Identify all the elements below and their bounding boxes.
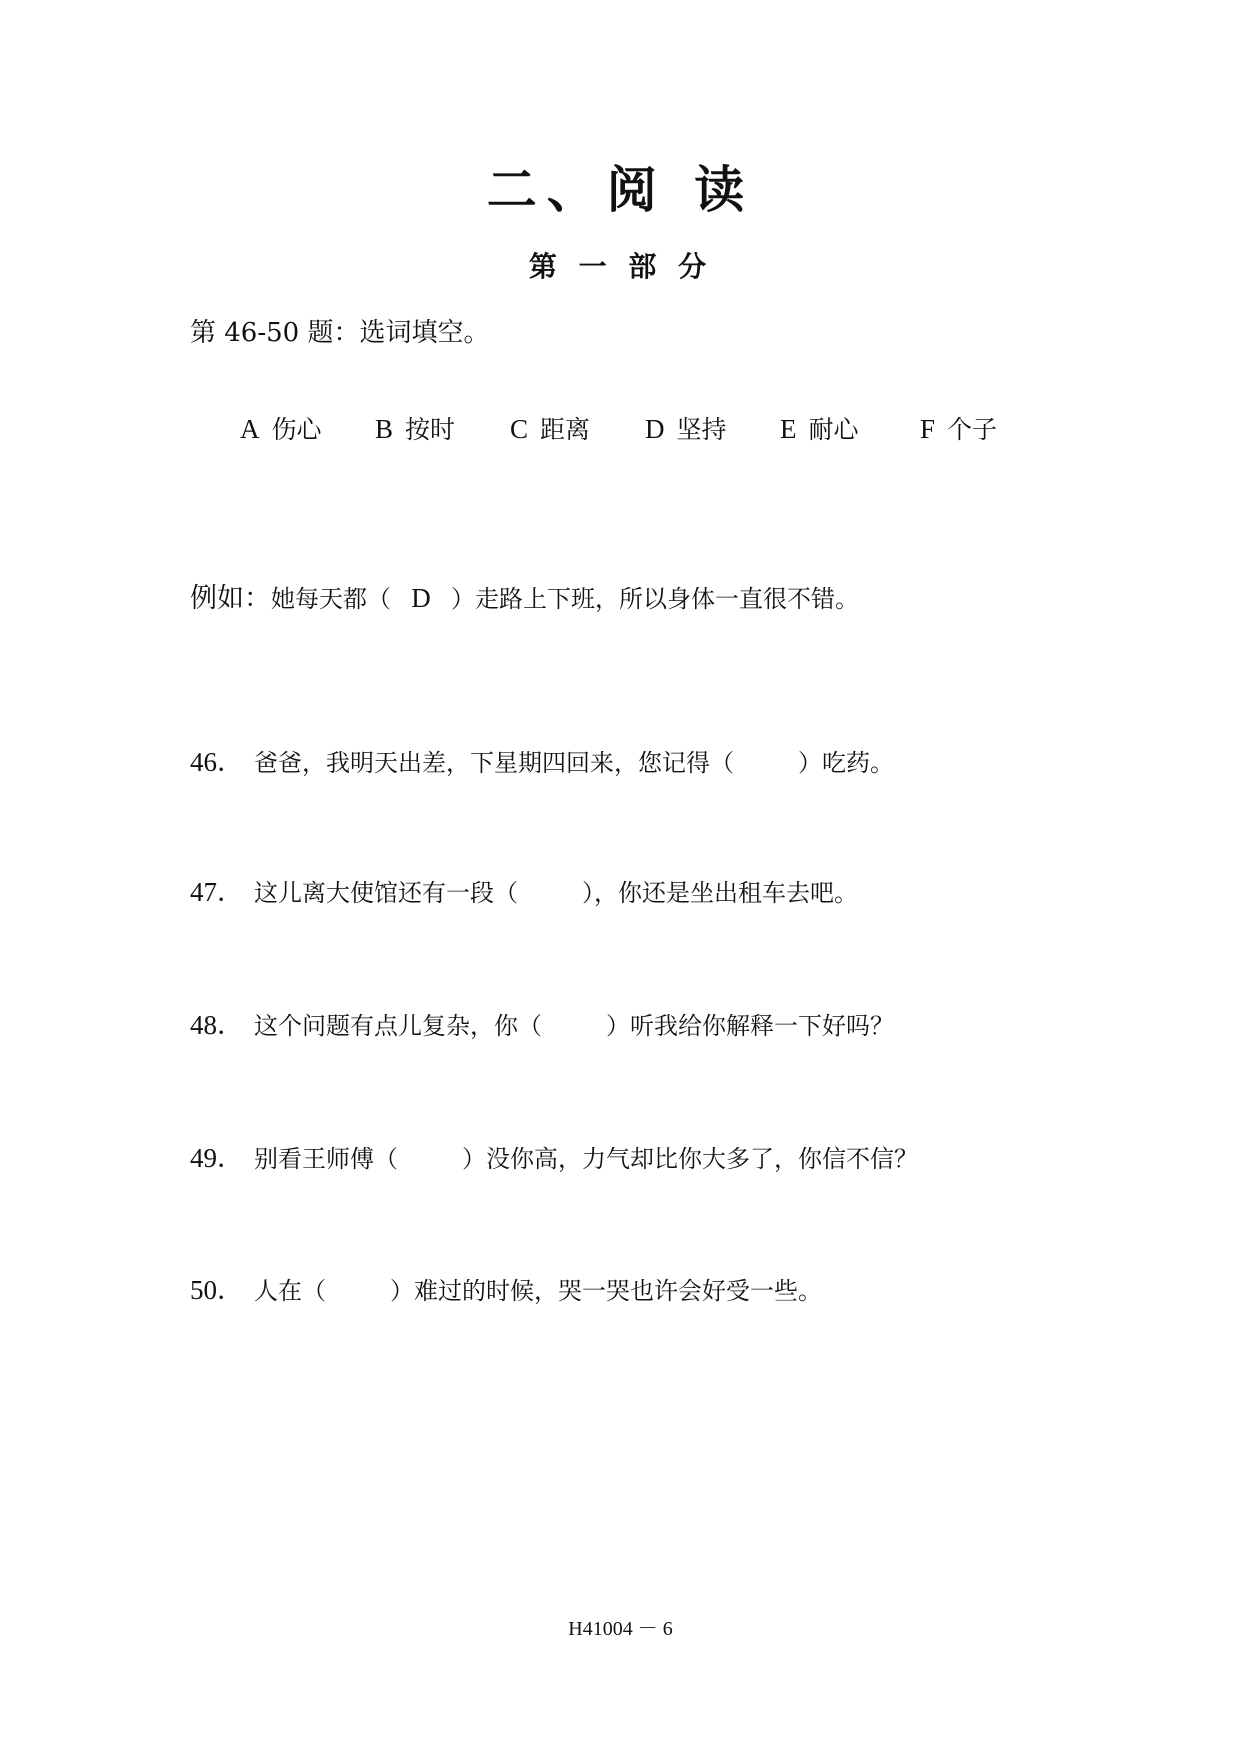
question-50 [190, 1268, 822, 1307]
option-letter: C [510, 414, 529, 444]
question-text-before: 这个问题有点儿复杂，你（ [254, 1012, 542, 1040]
question-47 [190, 870, 858, 909]
question-49 [190, 1136, 918, 1175]
question-text-after: ）吃药。 [798, 749, 894, 777]
example-label: 例如： [190, 583, 271, 614]
question-text-before: 人在（ [254, 1277, 326, 1305]
question-text-after: ）没你高，力气却比你大多了，你信不信？ [462, 1145, 918, 1173]
option-e [780, 410, 859, 446]
question-number: 48． [190, 1010, 244, 1040]
option-letter: A [240, 414, 260, 444]
section-title: 二、阅 读 [486, 160, 755, 219]
part-title: 第 一 部 分 [528, 250, 713, 283]
example-text-after: ）走路上下班，所以身体一直很不错。 [451, 585, 859, 613]
question-48 [190, 1003, 894, 1042]
option-a [240, 410, 322, 446]
option-d [645, 410, 727, 446]
option-letter: D [645, 414, 665, 444]
question-text-before: 别看王师傅（ [254, 1145, 398, 1173]
question-number: 49． [190, 1143, 244, 1173]
page-footer: H41004 － 6 [568, 1618, 673, 1640]
question-text-before: 爸爸，我明天出差，下星期四回来，您记得（ [254, 749, 734, 777]
example-answer: D [411, 583, 431, 613]
question-text-after: ）难过的时候，哭一哭也许会好受一些。 [390, 1277, 822, 1305]
option-letter: B [375, 414, 394, 444]
option-word: 个子 [947, 415, 998, 444]
option-letter: E [780, 414, 797, 444]
option-word: 耐心 [808, 415, 859, 444]
example-text-before: 她每天都（ [271, 585, 391, 613]
question-text-after: ）听我给你解释一下好吗？ [606, 1012, 894, 1040]
question-number: 47． [190, 877, 244, 907]
option-word: 伤心 [271, 415, 322, 444]
question-number: 50． [190, 1275, 244, 1305]
question-text-before: 这儿离大使馆还有一段（ [254, 879, 518, 907]
example-sentence [190, 576, 859, 615]
option-c [510, 410, 590, 446]
question-text-after: ），你还是坐出租车去吧。 [582, 879, 858, 907]
option-f [920, 410, 997, 446]
option-word: 按时 [405, 415, 456, 444]
option-word: 距离 [540, 415, 591, 444]
question-46 [190, 740, 894, 779]
instruction-text: 第 46-50 题：选词填空。 [190, 318, 490, 348]
question-number: 46． [190, 747, 244, 777]
option-letter: F [920, 414, 936, 444]
option-b [375, 410, 455, 446]
option-word: 坚持 [676, 415, 727, 444]
